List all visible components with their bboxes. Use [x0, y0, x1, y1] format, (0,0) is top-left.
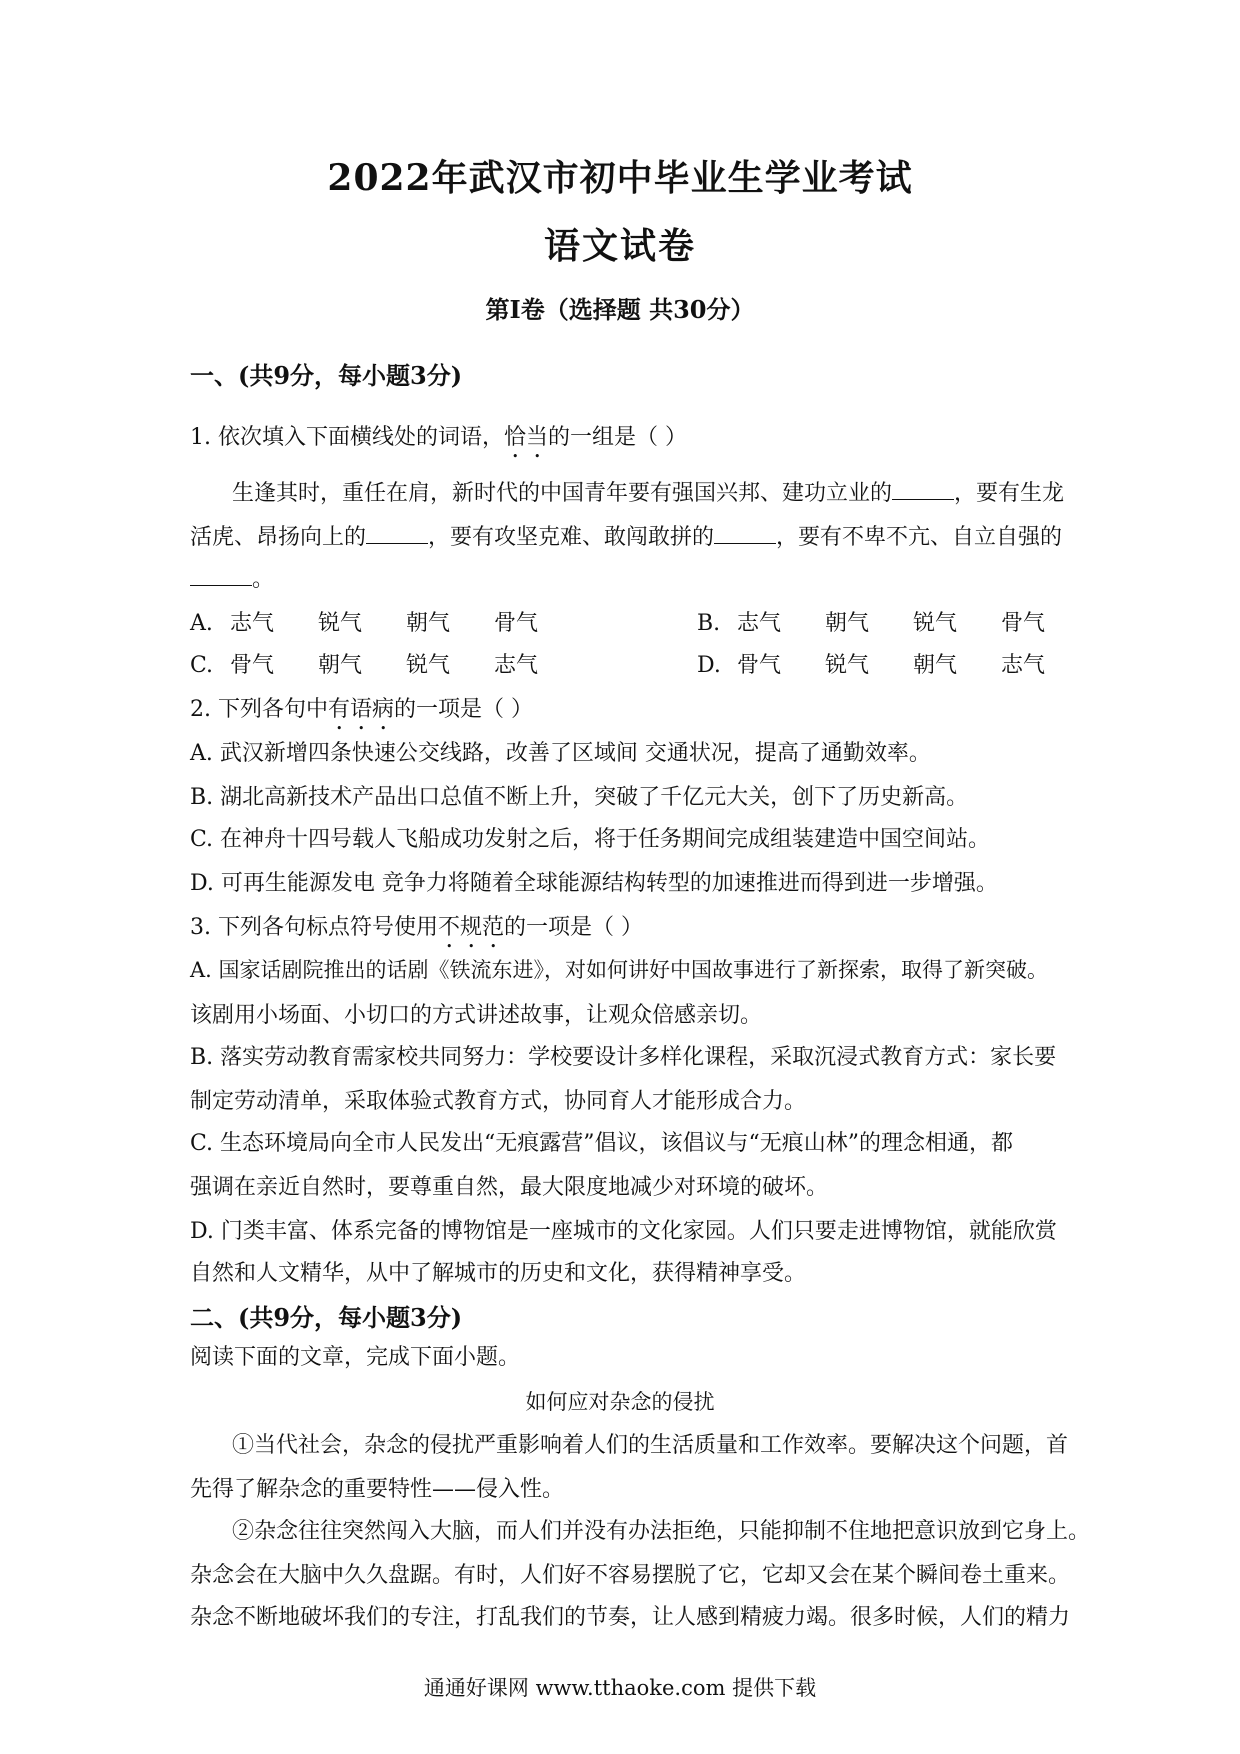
question-3-option-c-line-2: 强调在亲近自然时，要尊重自然，最大限度地减少对环境的破坏。	[190, 1175, 829, 1200]
article-paragraph-2-line-1: ②杂念往往突然闯入大脑，而人们并没有办法拒绝，只能抑制不住地把意识放到它身上。	[232, 1519, 1091, 1544]
question-2-option-d: D. 可再生能源发电 竞争力将随着全球能源结构转型的加速推进而得到进一步增强。	[190, 871, 998, 896]
question-1-passage-line-3: 。	[190, 562, 1060, 593]
question-3-option-b-line-2: 制定劳动清单，采取体验式教育方式，协同育人才能形成合力。	[190, 1089, 807, 1114]
question-3-option-d-line-2: 自然和人文精华，从中了解城市的历史和文化，获得精神享受。	[190, 1261, 807, 1286]
question-1-passage-line-1: 生逢其时，重任在肩，新时代的中国青年要有强国兴邦、建功立业的 ，要有生龙	[232, 481, 1065, 506]
section-one-heading: 一、(共9分，每小题3分)	[190, 361, 463, 390]
question-1-passage-line-2: 活虎、昂扬向上的 ，要有攻坚克难、敢闯敢拼的 ，要有不卑不亢、自立自强的	[190, 525, 1063, 550]
section-two-heading: 二、(共9分，每小题3分)	[190, 1303, 463, 1332]
question-2-option-c: C. 在神舟十四号载人飞船成功发射之后，将于任务期间完成组装建造中国空间站。	[190, 827, 991, 852]
article-paragraph-2-line-2: 杂念会在大脑中久久盘踞。有时，人们好不容易摆脱了它，它却又会在某个瞬间卷土重来。	[190, 1563, 1071, 1588]
exam-title: 2022年武汉市初中毕业生学业考试	[327, 157, 913, 199]
question-1-option-d: D.骨气 锐气 朝气 志气	[697, 653, 1046, 678]
question-1-option-b: B.志气 朝气 锐气 骨气	[697, 611, 1046, 636]
question-3-option-a-line-2: 该剧用小场面、小切口的方式讲述故事，让观众倍感亲切。	[190, 1003, 763, 1028]
question-3-stem: 3. 下列各句标点符号使用不规范的一项是（ ）	[190, 915, 643, 940]
article-paragraph-1-line-1: ①当代社会，杂念的侵扰严重影响着人们的生活质量和工作效率。要解决这个问题，首	[232, 1433, 1069, 1458]
volume-heading: 第Ⅰ卷（选择题 共30分）	[485, 295, 755, 324]
question-3-option-b-line-1: B. 落实劳动教育需家校共同努力：学校要设计多样化课程，采取沉浸式教育方式：家长要	[190, 1045, 1057, 1070]
question-1-option-c: C.骨气 朝气 锐气 志气	[190, 653, 539, 678]
exam-subtitle: 语文试卷	[543, 225, 696, 267]
blank-2	[366, 525, 428, 544]
question-2-option-a: A. 武汉新增四条快速公交线路，改善了区域间 交通状况，提高了通勤效率。	[190, 741, 931, 766]
article-title: 如何应对杂念的侵扰	[525, 1390, 715, 1414]
question-1-option-a: A.志气 锐气 朝气 骨气	[190, 611, 539, 636]
question-3-option-a-line-1: A. 国家话剧院推出的话剧《铁流东进》，对如何讲好中国故事进行了新探索，取得了新突破。	[190, 958, 1049, 982]
page-footer: 通通好课网 www.tthaoke.com 提供下载	[423, 1676, 817, 1700]
blank-3	[714, 525, 776, 544]
blank-4	[190, 567, 252, 586]
question-2-stem: 2. 下列各句中有语病的一项是（ ）	[190, 697, 533, 722]
question-3-option-c-line-1: C. 生态环境局向全市人民发出“无痕露营”倡议，该倡议与“无痕山林”的理念相通，都	[190, 1131, 1014, 1156]
question-2-option-b: B. 湖北高新技术产品出口总值不断上升，突破了千亿元大关，创下了历史新高。	[190, 785, 969, 810]
article-paragraph-1-line-2: 先得了解杂念的重要特性——侵入性。	[190, 1477, 565, 1502]
blank-1	[892, 481, 954, 500]
reading-instruction: 阅读下面的文章，完成下面小题。	[190, 1345, 521, 1370]
article-paragraph-2-line-3: 杂念不断地破坏我们的专注，打乱我们的节奏，让人感到精疲力竭。很多时候，人们的精力	[190, 1605, 1071, 1630]
question-3-option-d-line-1: D. 门类丰富、体系完备的博物馆是一座城市的文化家园。人们只要走进博物馆，就能欣赏	[190, 1219, 1057, 1244]
question-1-stem: 1. 依次填入下面横线处的词语，恰当的一组是（ ）	[190, 425, 687, 450]
